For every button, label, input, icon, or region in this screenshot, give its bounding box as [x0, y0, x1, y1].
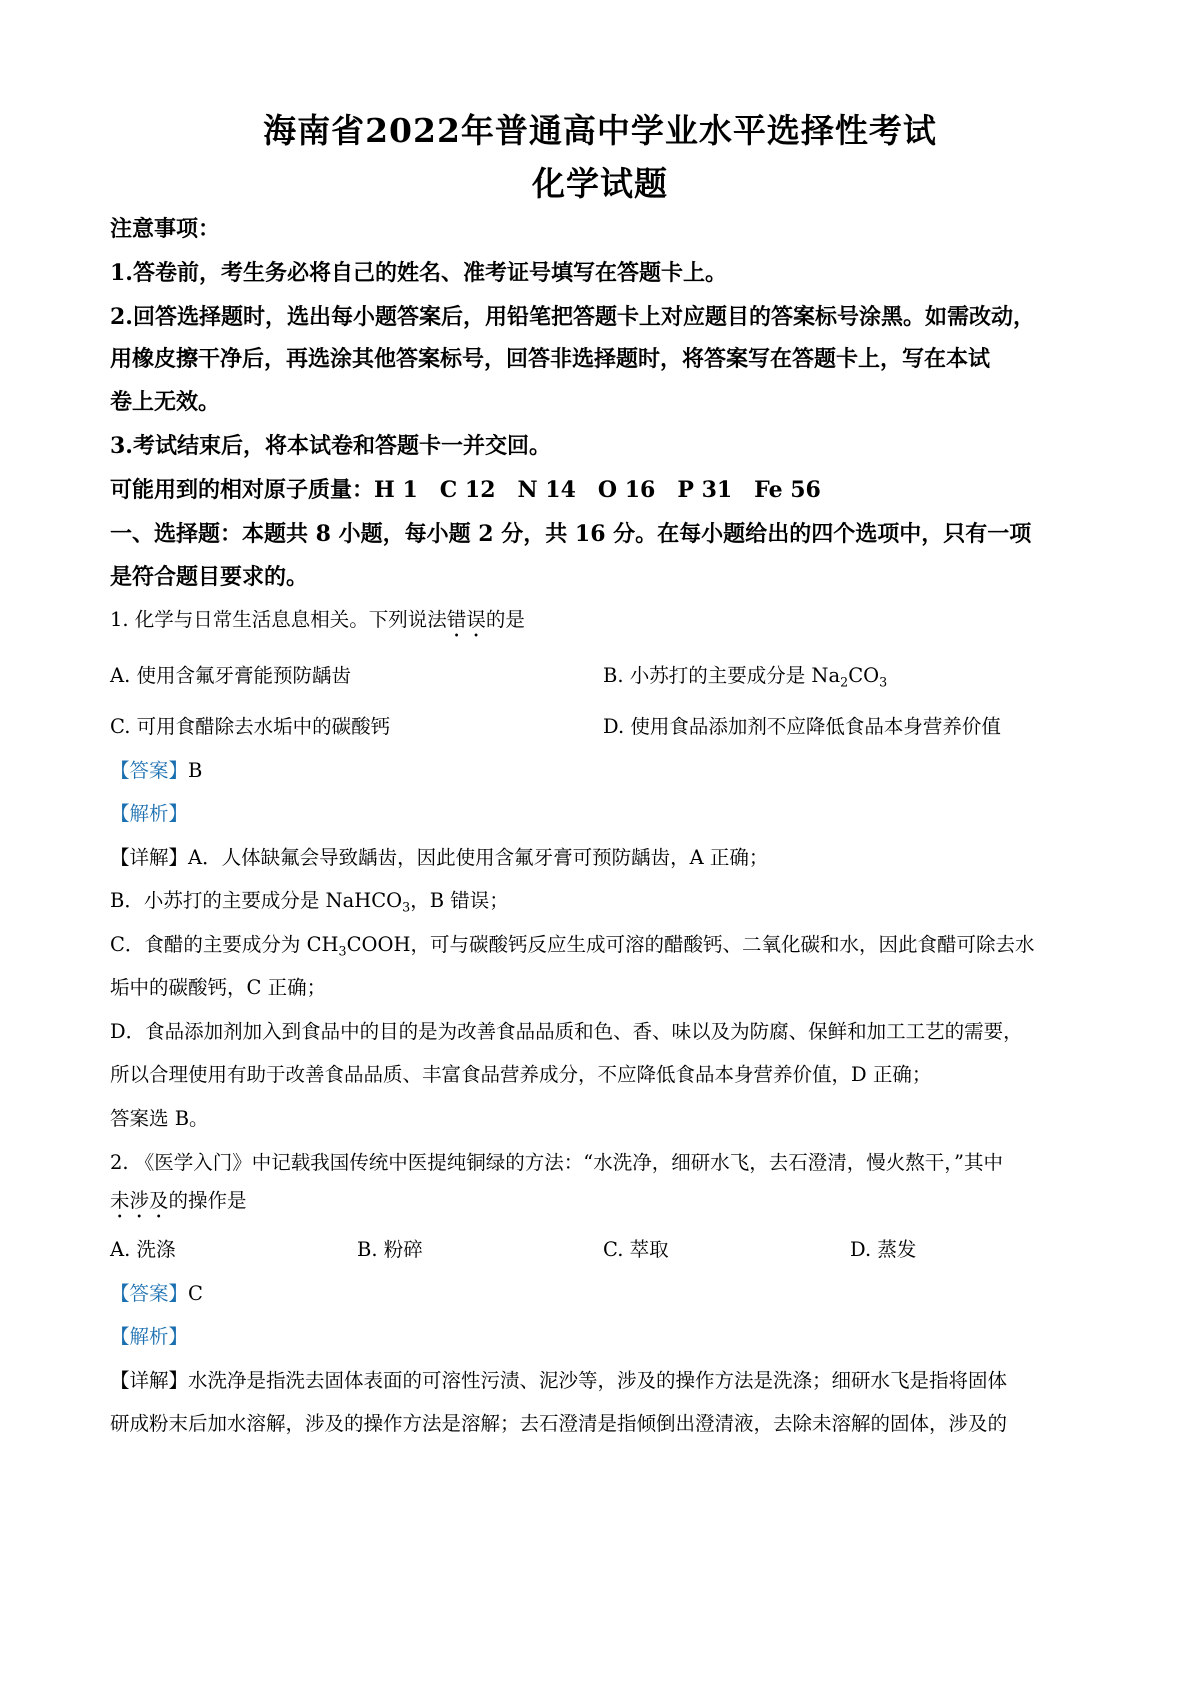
notice-item-2-line-3: 卷上无效。 — [110, 389, 221, 415]
notice-item-2-line-2: 用橡皮擦干净后，再选涂其他答案标号，回答非选择题时，将答案写在答题卡上，写在本试 — [110, 346, 991, 372]
question-2-option-b: B. 粉碎 — [357, 1238, 423, 1261]
question-2-option-a: A. 洗涤 — [110, 1238, 176, 1261]
answer-tag: 【答案】 — [110, 759, 189, 782]
question-2-stem-line-2 — [110, 1185, 1100, 1223]
detail-tag: 【详解】 — [110, 846, 189, 869]
question-2-detail-line-1 — [110, 1365, 1100, 1393]
answer-tag: 【答案】 — [110, 1282, 189, 1305]
question-1-option-c: C. 可用食醋除去水垢中的碳酸钙 — [110, 715, 391, 738]
question-1-option-b-text: B. 小苏打的主要成分是 Na — [603, 664, 841, 687]
question-1-stem-end: 的是 — [485, 608, 525, 631]
question-1-detail-d-line-1: D．食品添加剂加入到食品中的目的是为改善食品品质和色、香、味以及为防腐、保鲜和加工工艺的需要， — [110, 1020, 1023, 1043]
detail-text: B．小苏打的主要成分是 NaHCO — [110, 889, 403, 912]
detail-tag: 【详解】 — [110, 1369, 189, 1392]
section-1-heading-line-1: 一、选择题：本题共 8 小题，每小题 2 分，共 16 分。在每小题给出的四个选项中，只有一项 — [110, 521, 1032, 547]
question-1-detail-d-line-2: 所以合理使用有助于改善食品品质、丰富食品营养成分，不应降低食品本身营养价值，D 正确； — [110, 1063, 932, 1086]
question-2-option-c: C. 萃取 — [603, 1238, 669, 1261]
question-1-option-d: D. 使用食品添加剂不应降低食品本身营养价值 — [603, 715, 1001, 738]
question-2-analysis-tag: 【解析】 — [110, 1325, 189, 1348]
exam-title: 海南省2022年普通高中学业水平选择性考试 — [263, 111, 937, 150]
detail-text: A．人体缺氟会导致龋齿，因此使用含氟牙膏可预防龋齿，A 正确； — [188, 846, 769, 869]
question-2-emphasis: 未涉及 — [110, 1189, 169, 1212]
question-2-detail-line-2: 研成粉末后加水溶解，涉及的操作方法是溶解；去石澄清是指倾倒出澄清液，去除未溶解的固体，涉及的 — [110, 1412, 1008, 1435]
question-1-detail-c-line-1 — [110, 929, 1100, 957]
question-1-option-b — [603, 660, 887, 688]
notice-item-2-line-1: 2.回答选择题时，选出每小题答案后，用铅笔把答题卡上对应题目的答案标号涂黑。如需改动， — [110, 304, 1035, 330]
subscript: 3 — [402, 899, 411, 915]
question-2-stem-end: 的操作是 — [168, 1189, 247, 1212]
notice-item-1: 1.答卷前，考生务必将自己的姓名、准考证号填写在答题卡上。 — [110, 260, 727, 286]
subscript: 3 — [879, 674, 888, 690]
atomic-masses: 可能用到的相对原子质量：H 1 C 12 N 14 O 16 P 31 Fe 56 — [110, 477, 821, 503]
question-2-answer — [110, 1278, 1100, 1306]
question-2-option-d: D. 蒸发 — [850, 1238, 917, 1261]
question-1-detail-c-line-2: 垢中的碳酸钙，C 正确； — [110, 976, 327, 999]
exam-subtitle: 化学试题 — [532, 164, 668, 203]
detail-text: ，B 错误； — [410, 889, 509, 912]
question-1-conclusion: 答案选 B。 — [110, 1107, 209, 1130]
question-1-option-a: A. 使用含氟牙膏能预防龋齿 — [110, 664, 351, 687]
question-1-answer — [110, 755, 1100, 783]
question-1-analysis-tag: 【解析】 — [110, 802, 189, 825]
question-1-stem — [110, 604, 1100, 642]
section-1-heading-line-2: 是符合题目要求的。 — [110, 564, 309, 590]
question-2-stem-line-1: 2. 《医学入门》中记载我国传统中医提纯铜绿的方法：“水洗净，细研水飞，去石澄清，慢火熬干，”其中 — [110, 1151, 1003, 1174]
subscript: 2 — [840, 674, 849, 690]
answer-value: C — [188, 1282, 203, 1305]
detail-text: C．食醋的主要成分为 CH — [110, 933, 339, 956]
answer-value: B — [188, 759, 203, 782]
question-1-detail-a — [110, 842, 1100, 870]
detail-text: 水洗净是指洗去固体表面的可溶性污渍、泥沙等，涉及的操作方法是洗涤；细研水飞是指将固体 — [188, 1369, 1008, 1392]
notice-item-3: 3.考试结束后，将本试卷和答题卡一并交回。 — [110, 433, 551, 459]
detail-text: COOH，可与碳酸钙反应生成可溶的醋酸钙、二氧化碳和水，因此食醋可除去水 — [346, 933, 1035, 956]
question-1-stem-start: 1. 化学与日常生活息息相关。下列说法 — [110, 608, 447, 631]
notice-heading: 注意事项： — [110, 216, 221, 242]
question-1-detail-b — [110, 885, 1100, 913]
subscript: 3 — [338, 943, 347, 959]
question-1-option-b-formula: CO — [848, 664, 880, 687]
question-1-emphasis: 错误 — [446, 608, 486, 631]
